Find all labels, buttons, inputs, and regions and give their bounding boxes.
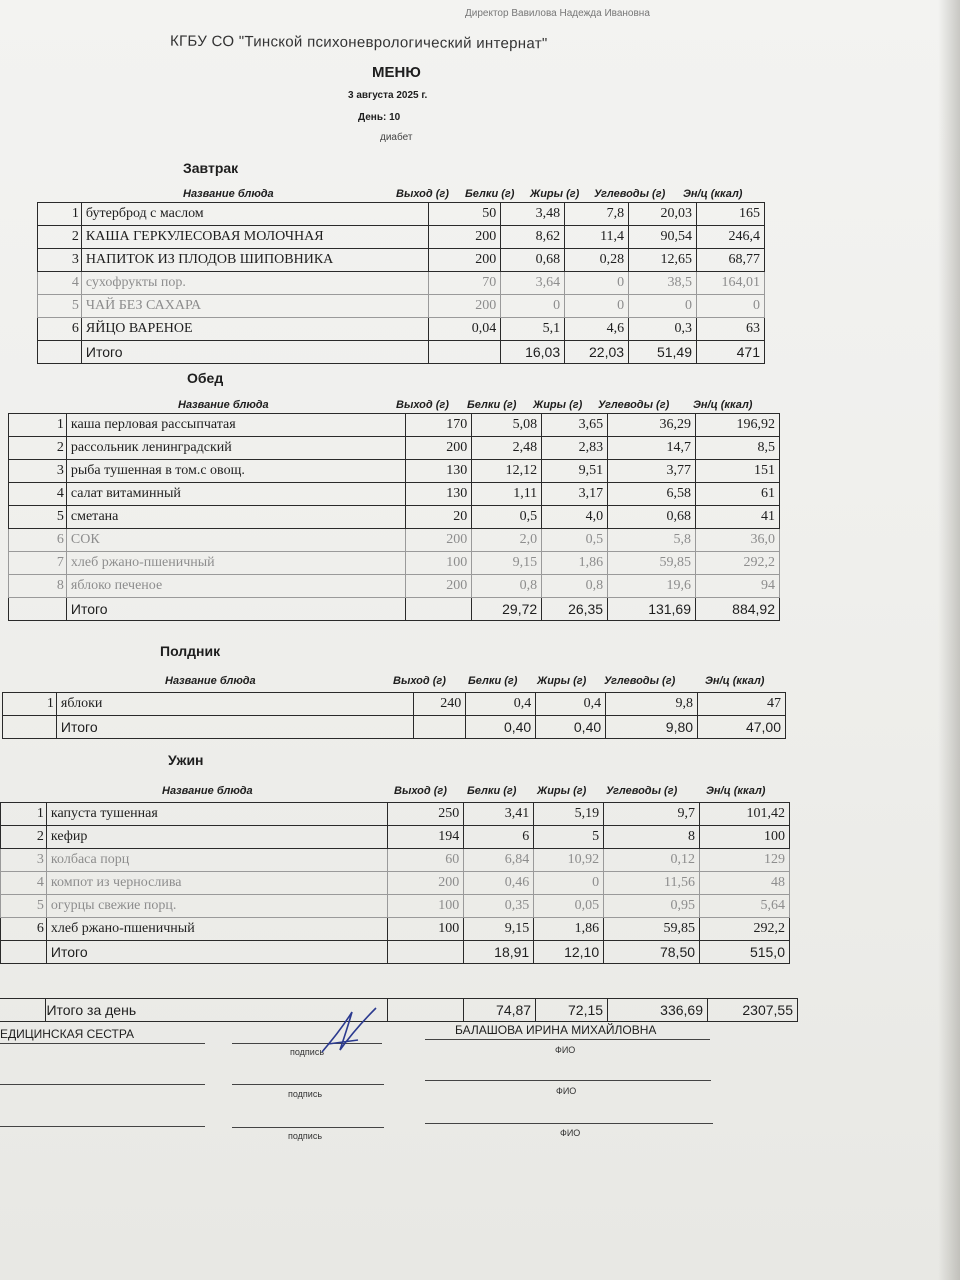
row-number: 6: [38, 318, 82, 341]
row-number: 5: [9, 506, 67, 529]
breakfast-total-row: [38, 341, 765, 364]
dish-yield: 200: [406, 575, 472, 598]
dish-fat: 1,86: [542, 552, 608, 575]
breakfast-table: [37, 202, 765, 364]
total-carbs: 78,50: [604, 941, 700, 964]
dish-name: хлеб ржано-пшеничный: [46, 918, 387, 941]
dish-carbs: 8: [604, 826, 700, 849]
dish-carbs: 11,56: [604, 872, 700, 895]
breakfast-row: [38, 203, 765, 226]
dish-energy: 100: [700, 826, 790, 849]
col-header-carbs: Углеводы (г): [604, 675, 676, 687]
dish-name: хлеб ржано-пшеничный: [66, 552, 405, 575]
dish-yield: 60: [388, 849, 464, 872]
dish-carbs: 59,85: [608, 552, 696, 575]
dish-carbs: 9,7: [604, 803, 700, 826]
dish-carbs: 0,12: [604, 849, 700, 872]
day-total-protein: 74,87: [464, 999, 536, 1022]
dish-protein: 0,35: [464, 895, 534, 918]
dish-name: компот из чернослива: [46, 872, 387, 895]
row-number: 1: [1, 803, 47, 826]
breakfast-row: [38, 249, 765, 272]
dish-energy: 292,2: [696, 552, 780, 575]
row-number: 3: [1, 849, 47, 872]
signature-label: подпись: [290, 1047, 325, 1057]
section-title-snack: Полдник: [160, 643, 221, 659]
diet-type: диабет: [380, 132, 413, 143]
dinner-row: [1, 803, 790, 826]
col-header-name: Название блюда: [178, 399, 269, 411]
dish-energy: 164,01: [697, 272, 765, 295]
col-header-fat: Жиры (г): [537, 785, 587, 797]
row-number: 1: [9, 414, 67, 437]
total-spacer: [1, 941, 47, 964]
dish-protein: 5,08: [472, 414, 542, 437]
col-header-protein: Белки (г): [465, 188, 515, 200]
dish-protein: 5,1: [501, 318, 565, 341]
dish-protein: 9,15: [464, 918, 534, 941]
total-fat: 22,03: [565, 341, 629, 364]
dish-fat: 4,6: [565, 318, 629, 341]
dish-carbs: 0,3: [629, 318, 697, 341]
dish-protein: 0,68: [501, 249, 565, 272]
dish-protein: 3,48: [501, 203, 565, 226]
dish-name: бутерброд с маслом: [81, 203, 428, 226]
col-header-fat: Жиры (г): [533, 399, 583, 411]
row-number: 6: [1, 918, 47, 941]
row-number: 4: [9, 483, 67, 506]
total-spacer: [9, 598, 67, 621]
fio-label: ФИО: [555, 1045, 576, 1055]
fio-label: ФИО: [560, 1128, 581, 1138]
dish-energy: 151: [696, 460, 780, 483]
dinner-row: [1, 849, 790, 872]
total-carbs: 131,69: [608, 598, 696, 621]
dish-carbs: 90,54: [629, 226, 697, 249]
menu-day: День: 10: [358, 112, 401, 123]
dish-yield: 50: [429, 203, 501, 226]
dish-yield: 100: [388, 895, 464, 918]
lunch-row: [9, 552, 780, 575]
dish-name: колбаса порц: [46, 849, 387, 872]
col-header-name: Название блюда: [162, 785, 253, 797]
dish-carbs: 59,85: [604, 918, 700, 941]
dish-carbs: 9,8: [606, 693, 698, 716]
col-header-protein: Белки (г): [468, 675, 518, 687]
dish-protein: 0: [501, 295, 565, 318]
total-yield-empty: [429, 341, 501, 364]
breakfast-row: [38, 272, 765, 295]
dish-name: ЯЙЦО ВАРЕНОЕ: [81, 318, 428, 341]
snack-table: [2, 692, 786, 739]
row-number: 3: [9, 460, 67, 483]
lunch-row: [9, 460, 780, 483]
lunch-table: [8, 413, 780, 621]
dish-yield: 100: [388, 918, 464, 941]
nurse-role: ЕДИЦИНСКАЯ СЕСТРА: [0, 1027, 135, 1041]
total-spacer: [3, 716, 57, 739]
dish-yield: 70: [429, 272, 501, 295]
breakfast-row: [38, 318, 765, 341]
dish-protein: 6,84: [464, 849, 534, 872]
dinner-table: [0, 802, 790, 964]
dish-fat: 0,05: [534, 895, 604, 918]
dish-fat: 0,28: [565, 249, 629, 272]
col-header-yield: Выход (г): [393, 675, 446, 687]
day-total-label: Итого за день: [46, 999, 388, 1022]
dish-carbs: 38,5: [629, 272, 697, 295]
dish-yield: 0,04: [429, 318, 501, 341]
total-protein: 16,03: [501, 341, 565, 364]
day-total-row: [0, 999, 798, 1022]
row-number: 2: [1, 826, 47, 849]
nurse-name: БАЛАШОВА ИРИНА МИХАЙЛОВНА: [455, 1023, 657, 1037]
page-edge-shadow: [938, 0, 960, 1280]
lunch-row: [9, 506, 780, 529]
dish-fat: 3,65: [542, 414, 608, 437]
dish-energy: 5,64: [700, 895, 790, 918]
dinner-row: [1, 872, 790, 895]
col-header-carbs: Углеводы (г): [598, 399, 670, 411]
dish-protein: 0,4: [466, 693, 536, 716]
col-header-energy: Эн/ц (ккал): [693, 399, 753, 411]
row-number: 6: [9, 529, 67, 552]
dish-fat: 0: [565, 295, 629, 318]
row-number: 5: [1, 895, 47, 918]
dish-energy: 94: [696, 575, 780, 598]
signature-label: подпись: [288, 1089, 323, 1099]
dish-yield: 20: [406, 506, 472, 529]
dish-energy: 101,42: [700, 803, 790, 826]
dish-fat: 7,8: [565, 203, 629, 226]
dish-protein: 2,48: [472, 437, 542, 460]
dish-yield: 200: [429, 295, 501, 318]
total-energy: 47,00: [698, 716, 786, 739]
col-header-energy: Эн/ц (ккал): [683, 188, 743, 200]
dish-energy: 61: [696, 483, 780, 506]
dish-name: салат витаминный: [66, 483, 405, 506]
dish-name: рыба тушенная в том.с овощ.: [66, 460, 405, 483]
lunch-row: [9, 437, 780, 460]
day-total-fat: 72,15: [536, 999, 608, 1022]
dish-energy: 41: [696, 506, 780, 529]
dish-carbs: 14,7: [608, 437, 696, 460]
dish-protein: 6: [464, 826, 534, 849]
organization-name: КГБУ СО "Тинской психоневрологический интернат": [169, 32, 548, 53]
day-total-energy: 2307,55: [708, 999, 798, 1022]
col-header-yield: Выход (г): [396, 399, 449, 411]
dish-yield: 200: [429, 249, 501, 272]
total-carbs: 51,49: [629, 341, 697, 364]
total-protein: 29,72: [472, 598, 542, 621]
total-fat: 0,40: [536, 716, 606, 739]
dish-fat: 0,5: [542, 529, 608, 552]
total-yield-empty: [414, 716, 466, 739]
dish-protein: 3,64: [501, 272, 565, 295]
total-spacer: [38, 341, 82, 364]
dish-energy: 36,0: [696, 529, 780, 552]
col-header-yield: Выход (г): [394, 785, 447, 797]
total-label: Итого: [46, 941, 387, 964]
dish-energy: 0: [697, 295, 765, 318]
dish-energy: 68,77: [697, 249, 765, 272]
signature-line: [0, 1084, 205, 1085]
section-title-breakfast: Завтрак: [183, 160, 239, 176]
dish-name: рассольник ленинградский: [66, 437, 405, 460]
total-energy: 471: [697, 341, 765, 364]
dish-energy: 129: [700, 849, 790, 872]
dish-protein: 2,0: [472, 529, 542, 552]
dish-name: СОК: [66, 529, 405, 552]
total-energy: 515,0: [700, 941, 790, 964]
dish-protein: 0,46: [464, 872, 534, 895]
total-yield-empty: [406, 598, 472, 621]
row-number: 3: [38, 249, 82, 272]
dish-fat: 0: [565, 272, 629, 295]
signature-line: [232, 1127, 384, 1128]
dish-fat: 2,83: [542, 437, 608, 460]
dish-name: КАША ГЕРКУЛЕСОВАЯ МОЛОЧНАЯ: [81, 226, 428, 249]
dish-yield: 170: [406, 414, 472, 437]
dish-yield: 200: [429, 226, 501, 249]
dish-fat: 4,0: [542, 506, 608, 529]
dish-yield: 200: [406, 529, 472, 552]
breakfast-row: [38, 226, 765, 249]
dish-fat: 5,19: [534, 803, 604, 826]
row-number: 7: [9, 552, 67, 575]
dish-fat: 1,86: [534, 918, 604, 941]
dish-protein: 1,11: [472, 483, 542, 506]
dish-carbs: 12,65: [629, 249, 697, 272]
dish-name: огурцы свежие порц.: [46, 895, 387, 918]
total-label: Итого: [66, 598, 405, 621]
fio-label: ФИО: [556, 1086, 577, 1096]
dish-energy: 246,4: [697, 226, 765, 249]
col-header-protein: Белки (г): [467, 399, 517, 411]
dish-energy: 63: [697, 318, 765, 341]
dish-name: НАПИТОК ИЗ ПЛОДОВ ШИПОВНИКА: [81, 249, 428, 272]
col-header-yield: Выход (г): [396, 188, 449, 200]
lunch-total-row: [9, 598, 780, 621]
dish-name: яблоко печеное: [66, 575, 405, 598]
dish-fat: 10,92: [534, 849, 604, 872]
col-header-energy: Эн/ц (ккал): [706, 785, 766, 797]
dish-fat: 0,4: [536, 693, 606, 716]
fio-line: [425, 1080, 711, 1081]
dinner-total-row: [1, 941, 790, 964]
dish-energy: 47: [698, 693, 786, 716]
dish-yield: 130: [406, 483, 472, 506]
signature-line: [0, 1043, 205, 1044]
col-header-fat: Жиры (г): [530, 188, 580, 200]
dish-fat: 0: [534, 872, 604, 895]
total-carbs: 9,80: [606, 716, 698, 739]
dish-yield: 200: [406, 437, 472, 460]
director-line: Директор Вавилова Надежда Ивановна: [465, 8, 650, 19]
col-header-name: Название блюда: [165, 675, 256, 687]
row-number: 5: [38, 295, 82, 318]
dinner-row: [1, 826, 790, 849]
dish-carbs: 19,6: [608, 575, 696, 598]
total-protein: 18,91: [464, 941, 534, 964]
dish-carbs: 6,58: [608, 483, 696, 506]
dish-yield: 100: [406, 552, 472, 575]
breakfast-row: [38, 295, 765, 318]
total-label: Итого: [56, 716, 413, 739]
total-label: Итого: [81, 341, 428, 364]
lunch-row: [9, 483, 780, 506]
dish-carbs: 3,77: [608, 460, 696, 483]
snack-row: [3, 693, 786, 716]
dish-energy: 292,2: [700, 918, 790, 941]
row-number: 2: [9, 437, 67, 460]
day-total-table: [0, 998, 798, 1022]
dish-protein: 9,15: [472, 552, 542, 575]
total-yield-empty: [388, 941, 464, 964]
dish-carbs: 5,8: [608, 529, 696, 552]
dish-protein: 0,8: [472, 575, 542, 598]
page-title: МЕНЮ: [372, 64, 421, 81]
signature-label: подпись: [288, 1131, 323, 1141]
col-header-carbs: Углеводы (г): [594, 188, 666, 200]
dish-name: каша перловая рассыпчатая: [66, 414, 405, 437]
dish-yield: 240: [414, 693, 466, 716]
dish-carbs: 36,29: [608, 414, 696, 437]
dish-fat: 11,4: [565, 226, 629, 249]
dinner-row: [1, 895, 790, 918]
dish-fat: 5: [534, 826, 604, 849]
fio-line: [425, 1039, 710, 1040]
dish-name: кефир: [46, 826, 387, 849]
dish-yield: 130: [406, 460, 472, 483]
dish-yield: 250: [388, 803, 464, 826]
dish-carbs: 0,68: [608, 506, 696, 529]
lunch-row: [9, 414, 780, 437]
section-title-lunch: Обед: [187, 370, 224, 386]
dish-name: сметана: [66, 506, 405, 529]
total-fat: 26,35: [542, 598, 608, 621]
signature-line: [232, 1084, 384, 1085]
dish-carbs: 20,03: [629, 203, 697, 226]
dish-fat: 0,8: [542, 575, 608, 598]
row-number: 1: [3, 693, 57, 716]
dish-name: яблоки: [56, 693, 413, 716]
day-total-carbs: 336,69: [608, 999, 708, 1022]
dish-name: капуста тушенная: [46, 803, 387, 826]
total-energy: 884,92: [696, 598, 780, 621]
dish-yield: 200: [388, 872, 464, 895]
row-number: 1: [38, 203, 82, 226]
dish-fat: 9,51: [542, 460, 608, 483]
row-number: 4: [38, 272, 82, 295]
fio-line: [425, 1123, 713, 1124]
dish-carbs: 0: [629, 295, 697, 318]
col-header-carbs: Углеводы (г): [606, 785, 678, 797]
dish-protein: 3,41: [464, 803, 534, 826]
row-number: 2: [38, 226, 82, 249]
total-protein: 0,40: [466, 716, 536, 739]
lunch-row: [9, 575, 780, 598]
dish-protein: 8,62: [501, 226, 565, 249]
dish-energy: 196,92: [696, 414, 780, 437]
dish-name: сухофрукты пор.: [81, 272, 428, 295]
snack-total-row: [3, 716, 786, 739]
dish-name: ЧАЙ БЕЗ САХАРА: [81, 295, 428, 318]
signature-line: [0, 1126, 205, 1127]
col-header-name: Название блюда: [183, 188, 274, 200]
dish-protein: 12,12: [472, 460, 542, 483]
row-number: 8: [9, 575, 67, 598]
col-header-protein: Белки (г): [467, 785, 517, 797]
dish-fat: 3,17: [542, 483, 608, 506]
dish-energy: 165: [697, 203, 765, 226]
dish-energy: 48: [700, 872, 790, 895]
dish-energy: 8,5: [696, 437, 780, 460]
row-number: 4: [1, 872, 47, 895]
dinner-row: [1, 918, 790, 941]
handwritten-signature: [318, 1000, 388, 1060]
col-header-energy: Эн/ц (ккал): [705, 675, 765, 687]
col-header-fat: Жиры (г): [537, 675, 587, 687]
lunch-row: [9, 529, 780, 552]
dish-yield: 194: [388, 826, 464, 849]
dish-protein: 0,5: [472, 506, 542, 529]
menu-date: 3 августа 2025 г.: [348, 90, 428, 101]
dish-carbs: 0,95: [604, 895, 700, 918]
total-fat: 12,10: [534, 941, 604, 964]
section-title-dinner: Ужин: [168, 752, 204, 768]
